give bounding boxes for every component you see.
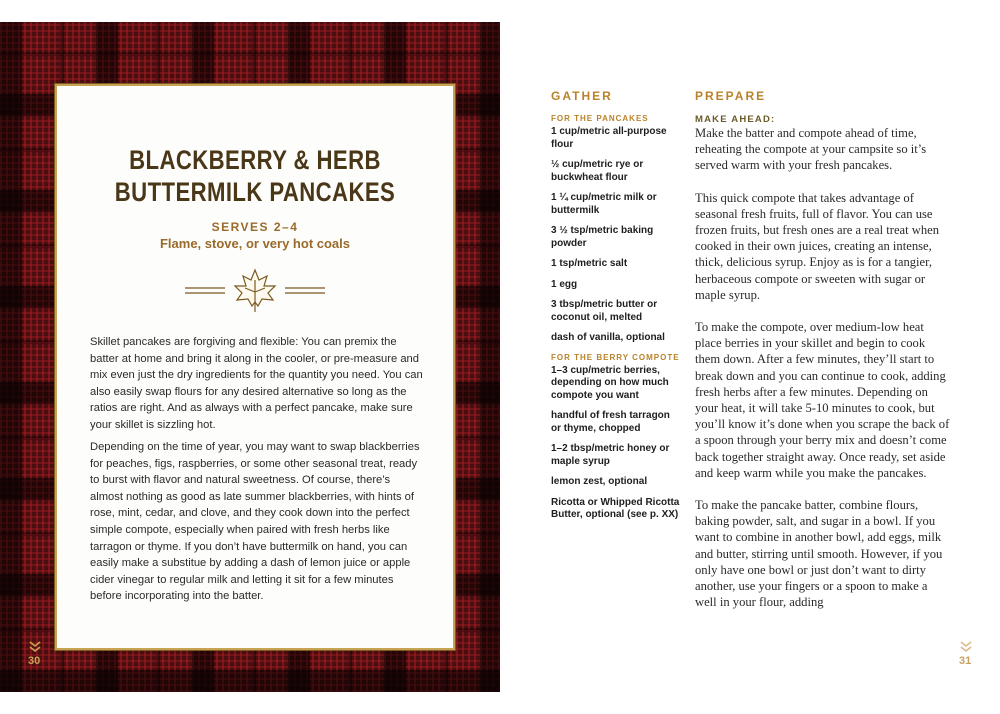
recipe-title [93,144,418,208]
chevron-down-icon [29,641,41,653]
serves-label: SERVES 2–4 [211,220,299,234]
cooking-method: Flame, stove, or very hot coals [159,236,351,251]
ingredient-item: 3 tbsp/metric butter or coconut oil, melted [551,299,658,323]
ingredients-column [551,114,681,530]
make-ahead-label: MAKE AHEAD: [695,114,776,125]
ingredient-item: 1–2 tbsp/metric honey or maple syrup [551,443,670,467]
gather-heading: GATHER [551,89,613,103]
ingredient-item: 1 cup/metric all-purpose flour [551,126,667,150]
recipe-title-card [55,84,455,650]
intro-paragraph-2: Depending on the time of year, you may want to swap blackberries for peaches, figs, raspberries, or some other seasonal treat, ready to burst with flavor and natural sweetness. Of course, there’s almost nothing as good as late summer blackberries, with hints of rose, mint, cedar, and clove, and they cook down into the perfect simple compote, especially when paired with fresh herbs like tarragon or thyme. If you don’t have buttermilk on hand, you can easily make a substitue by adding a dash of lemon juice or apple cider vinegar to regular milk and letting it sit for a few minutes before incorporating into the batter. [90,441,420,603]
ingredient-item: handful of fresh tarragon or thyme, chopped [551,410,670,434]
ingredient-item: 1–3 cup/metric berries, depending on how much compote you want [551,364,669,401]
ingredient-item: 1 tsp/metric salt [551,258,628,269]
recipe-title-line1: BLACKBERRY & HERB [129,145,381,175]
instruction-paragraph: To make the pancake batter, combine flours, baking powder, salt, and sugar in a bowl. If you want to combine in another bowl, add eggs, milk and butter, stirring until smooth. However, if you only have one bowl or just don’t want to dirty another, use your fingers or a spoon to make a well in your flour, adding [695,498,943,610]
compote-subheading: FOR THE BERRY COMPOTE [551,352,680,362]
ingredient-item: 1 egg [551,278,578,290]
instructions-column [695,114,950,626]
recipe-title-line2: BUTTERMILK PANCAKES [114,177,396,207]
instruction-paragraph: This quick compote that takes advantage of seasonal fresh fruits, full of flavor. You can use frozen fruits, but fresh ones are a real treat when cooked in their own juices, creating an intense, thick, delicious syrup. Enjoy as is for a tangier, herbaceous compote or sweeten with sugar or maple syrup. [695,190,940,302]
ingredient-item: ½ cup/metric rye or buckwheat flour [551,159,644,183]
chevron-down-icon [960,641,972,653]
ingredient-item: dash of vanilla, optional [551,332,665,343]
ingredient-item: lemon zest, optional [551,476,648,487]
prepare-heading: PREPARE [695,89,767,103]
ingredient-item: Ricotta or Whipped Ricotta Butter, optional (see p. XX) [551,496,680,520]
intro-paragraph-1: Skillet pancakes are forgiving and flexible: You can premix the batter at home and bring it along in the cooler, or pre-measure and mix even just the dry ingredients for the quantity you need. You can also easily swap flours for any desired alternative so long as the ratios are right. And as always with a perfect pancake, make sure your skillet is sizzling hot. [90,336,423,431]
pancakes-subheading: FOR THE PANCAKES [551,114,649,123]
page-number-left: 30 [28,655,41,667]
ingredient-item: 1 ¼ cup/metric milk or buttermilk [551,192,657,216]
ingredient-item: 3 ½ tsp/metric baking powder [551,225,654,249]
instruction-paragraph: Make the batter and compote ahead of time, reheating the compote at your campsite so it’s served warm with your fresh pancakes. [695,126,927,173]
instruction-paragraph: To make the compote, over medium-low heat place berries in your skillet and begin to cook them down. After a few minutes, they’ll start to break down and you can continue to cook, adding fresh herbs after a few minutes. Depending on your heat, it will take 5-10 minutes to cook, but you’ll know it’s done when you scrape the back of a spoon through your berry mix and doesn’t come back together straight away. Once ready, set aside and keep warm while you make the pancakes. [695,320,950,480]
page-number-right: 31 [959,655,972,667]
maple-leaf-icon [185,266,325,316]
